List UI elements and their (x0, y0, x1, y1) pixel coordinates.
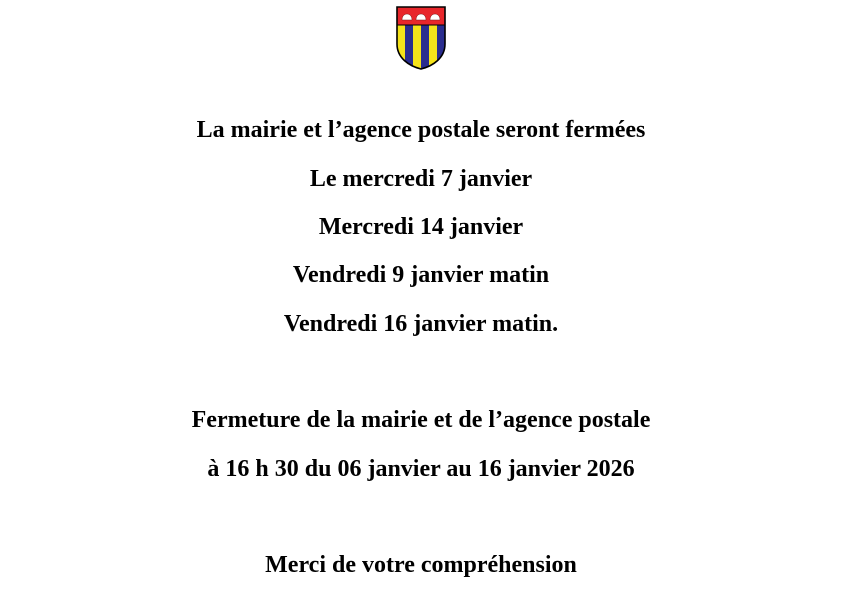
closure-date: Vendredi 9 janvier matin (292, 262, 550, 288)
shield-pale-2 (421, 25, 429, 70)
closure-date: Le mercredi 7 janvier (309, 166, 533, 192)
closure-date: Mercredi 14 janvier (318, 214, 524, 240)
thanks-message: Merci de votre compréhension (265, 552, 577, 578)
early-closing-heading: Fermeture de la mairie et de l’agence postale (191, 407, 651, 433)
early-closing-detail: à 16 h 30 du 06 janvier au 16 janvier 2026 (207, 456, 635, 482)
closure-heading: La mairie et l’agence postale seront fermées (196, 117, 646, 143)
closure-date: Vendredi 16 janvier matin. (283, 311, 559, 337)
coat-of-arms-icon (396, 6, 446, 70)
